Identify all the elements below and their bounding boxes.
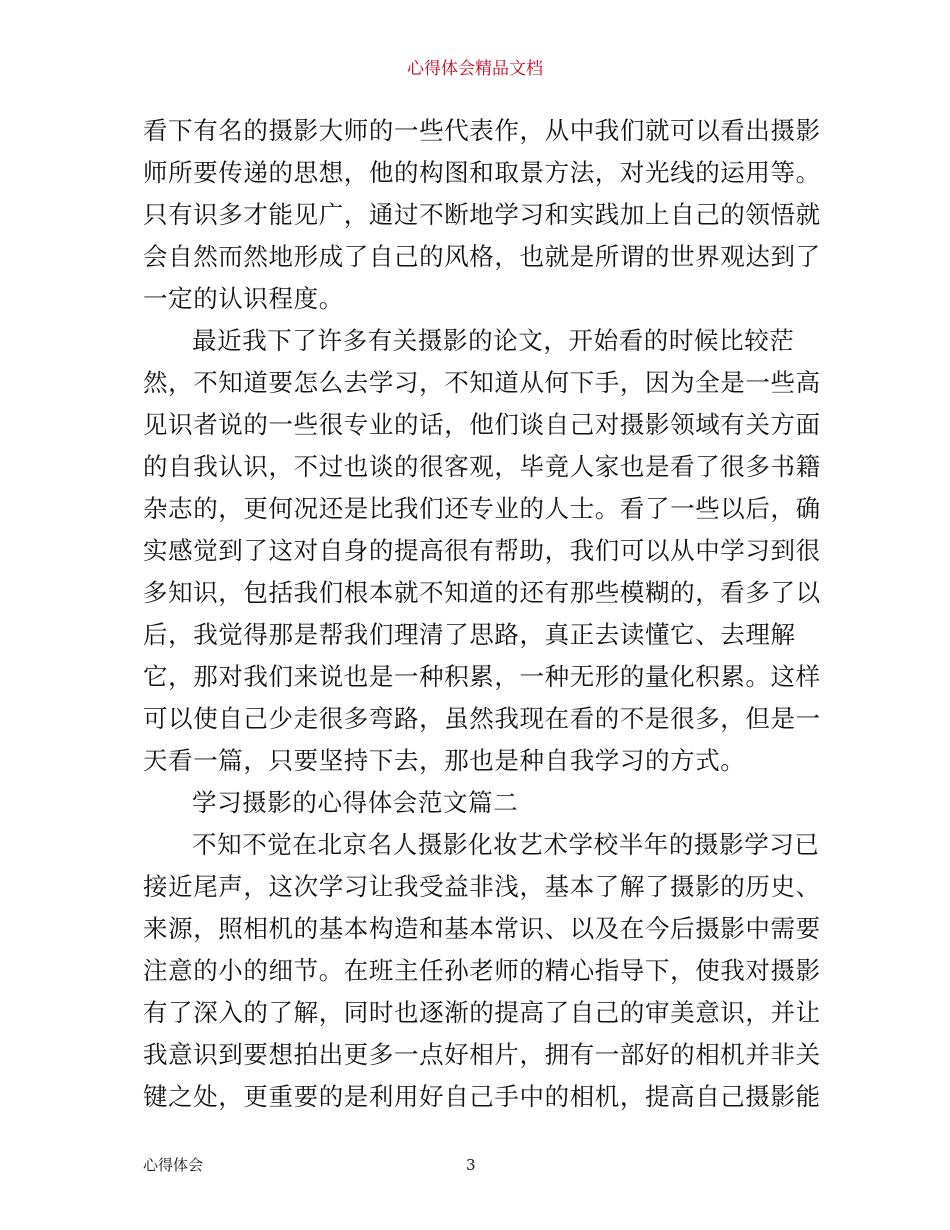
body-line: 它，那对我们来说也是一种积累，一种无形的量化积累。这样 [143, 662, 821, 691]
body-line: 会自然而然地形成了自己的风格，也就是所谓的世界观达到了 [143, 242, 821, 271]
document-header-title: 心得体会精品文档 [407, 59, 543, 79]
body-line: 有了深入的了解，同时也逐渐的提高了自己的审美意识，并让 [143, 998, 821, 1027]
body-line: 看下有名的摄影大师的一些代表作，从中我们就可以看出摄影 [143, 116, 821, 145]
body-line: 师所要传递的思想，他的构图和取景方法，对光线的运用等。 [143, 158, 821, 187]
footer-label: 心得体会 [143, 1156, 204, 1174]
body-line: 来源，照相机的基本构造和基本常识、以及在今后摄影中需要 [143, 914, 821, 943]
paragraph-start-line: 不知不觉在北京名人摄影化妆艺术学校半年的摄影学习已 [192, 830, 820, 859]
body-line: 后，我觉得那是帮我们理清了思路，真正去读懂它、去理解 [143, 620, 796, 649]
body-line: 天看一篇，只要坚持下去，那也是种自我学习的方式。 [143, 746, 746, 775]
body-line: 我意识到要想拍出更多一点好相片，拥有一部好的相机并非关 [143, 1040, 821, 1069]
body-line: 可以使自己少走很多弯路，虽然我现在看的不是很多，但是一 [143, 704, 821, 733]
body-line: 然，不知道要怎么去学习，不知道从何下手，因为全是一些高 [143, 368, 821, 397]
page-number: 3 [466, 1156, 476, 1174]
body-line: 只有识多才能见广，通过不断地学习和实践加上自己的领悟就 [143, 200, 821, 229]
body-line: 杂志的，更何况还是比我们还专业的人士。看了一些以后，确 [143, 494, 821, 523]
body-line: 多知识，包括我们根本就不知道的还有那些模糊的，看多了以 [143, 578, 821, 607]
body-line: 接近尾声，这次学习让我受益非浅，基本了解了摄影的历史、 [143, 872, 821, 901]
body-line: 注意的小的细节。在班主任孙老师的精心指导下，使我对摄影 [143, 956, 821, 985]
body-line: 一定的认识程度。 [143, 284, 344, 313]
body-line: 键之处，更重要的是利用好自己手中的相机，提高自己摄影能 [143, 1082, 821, 1111]
paragraph-start-line: 最近我下了许多有关摄影的论文，开始看的时候比较茫 [192, 326, 795, 355]
body-line: 见识者说的一些很专业的话，他们谈自己对摄影领域有关方面 [143, 410, 821, 439]
body-line: 实感觉到了这对自身的提高很有帮助，我们可以从中学习到很 [143, 536, 821, 565]
section-heading: 学习摄影的心得体会范文篇二 [192, 788, 519, 817]
document-body [143, 110, 821, 1118]
body-line: 的自我认识，不过也谈的很客观，毕竟人家也是看了很多书籍 [143, 452, 821, 481]
